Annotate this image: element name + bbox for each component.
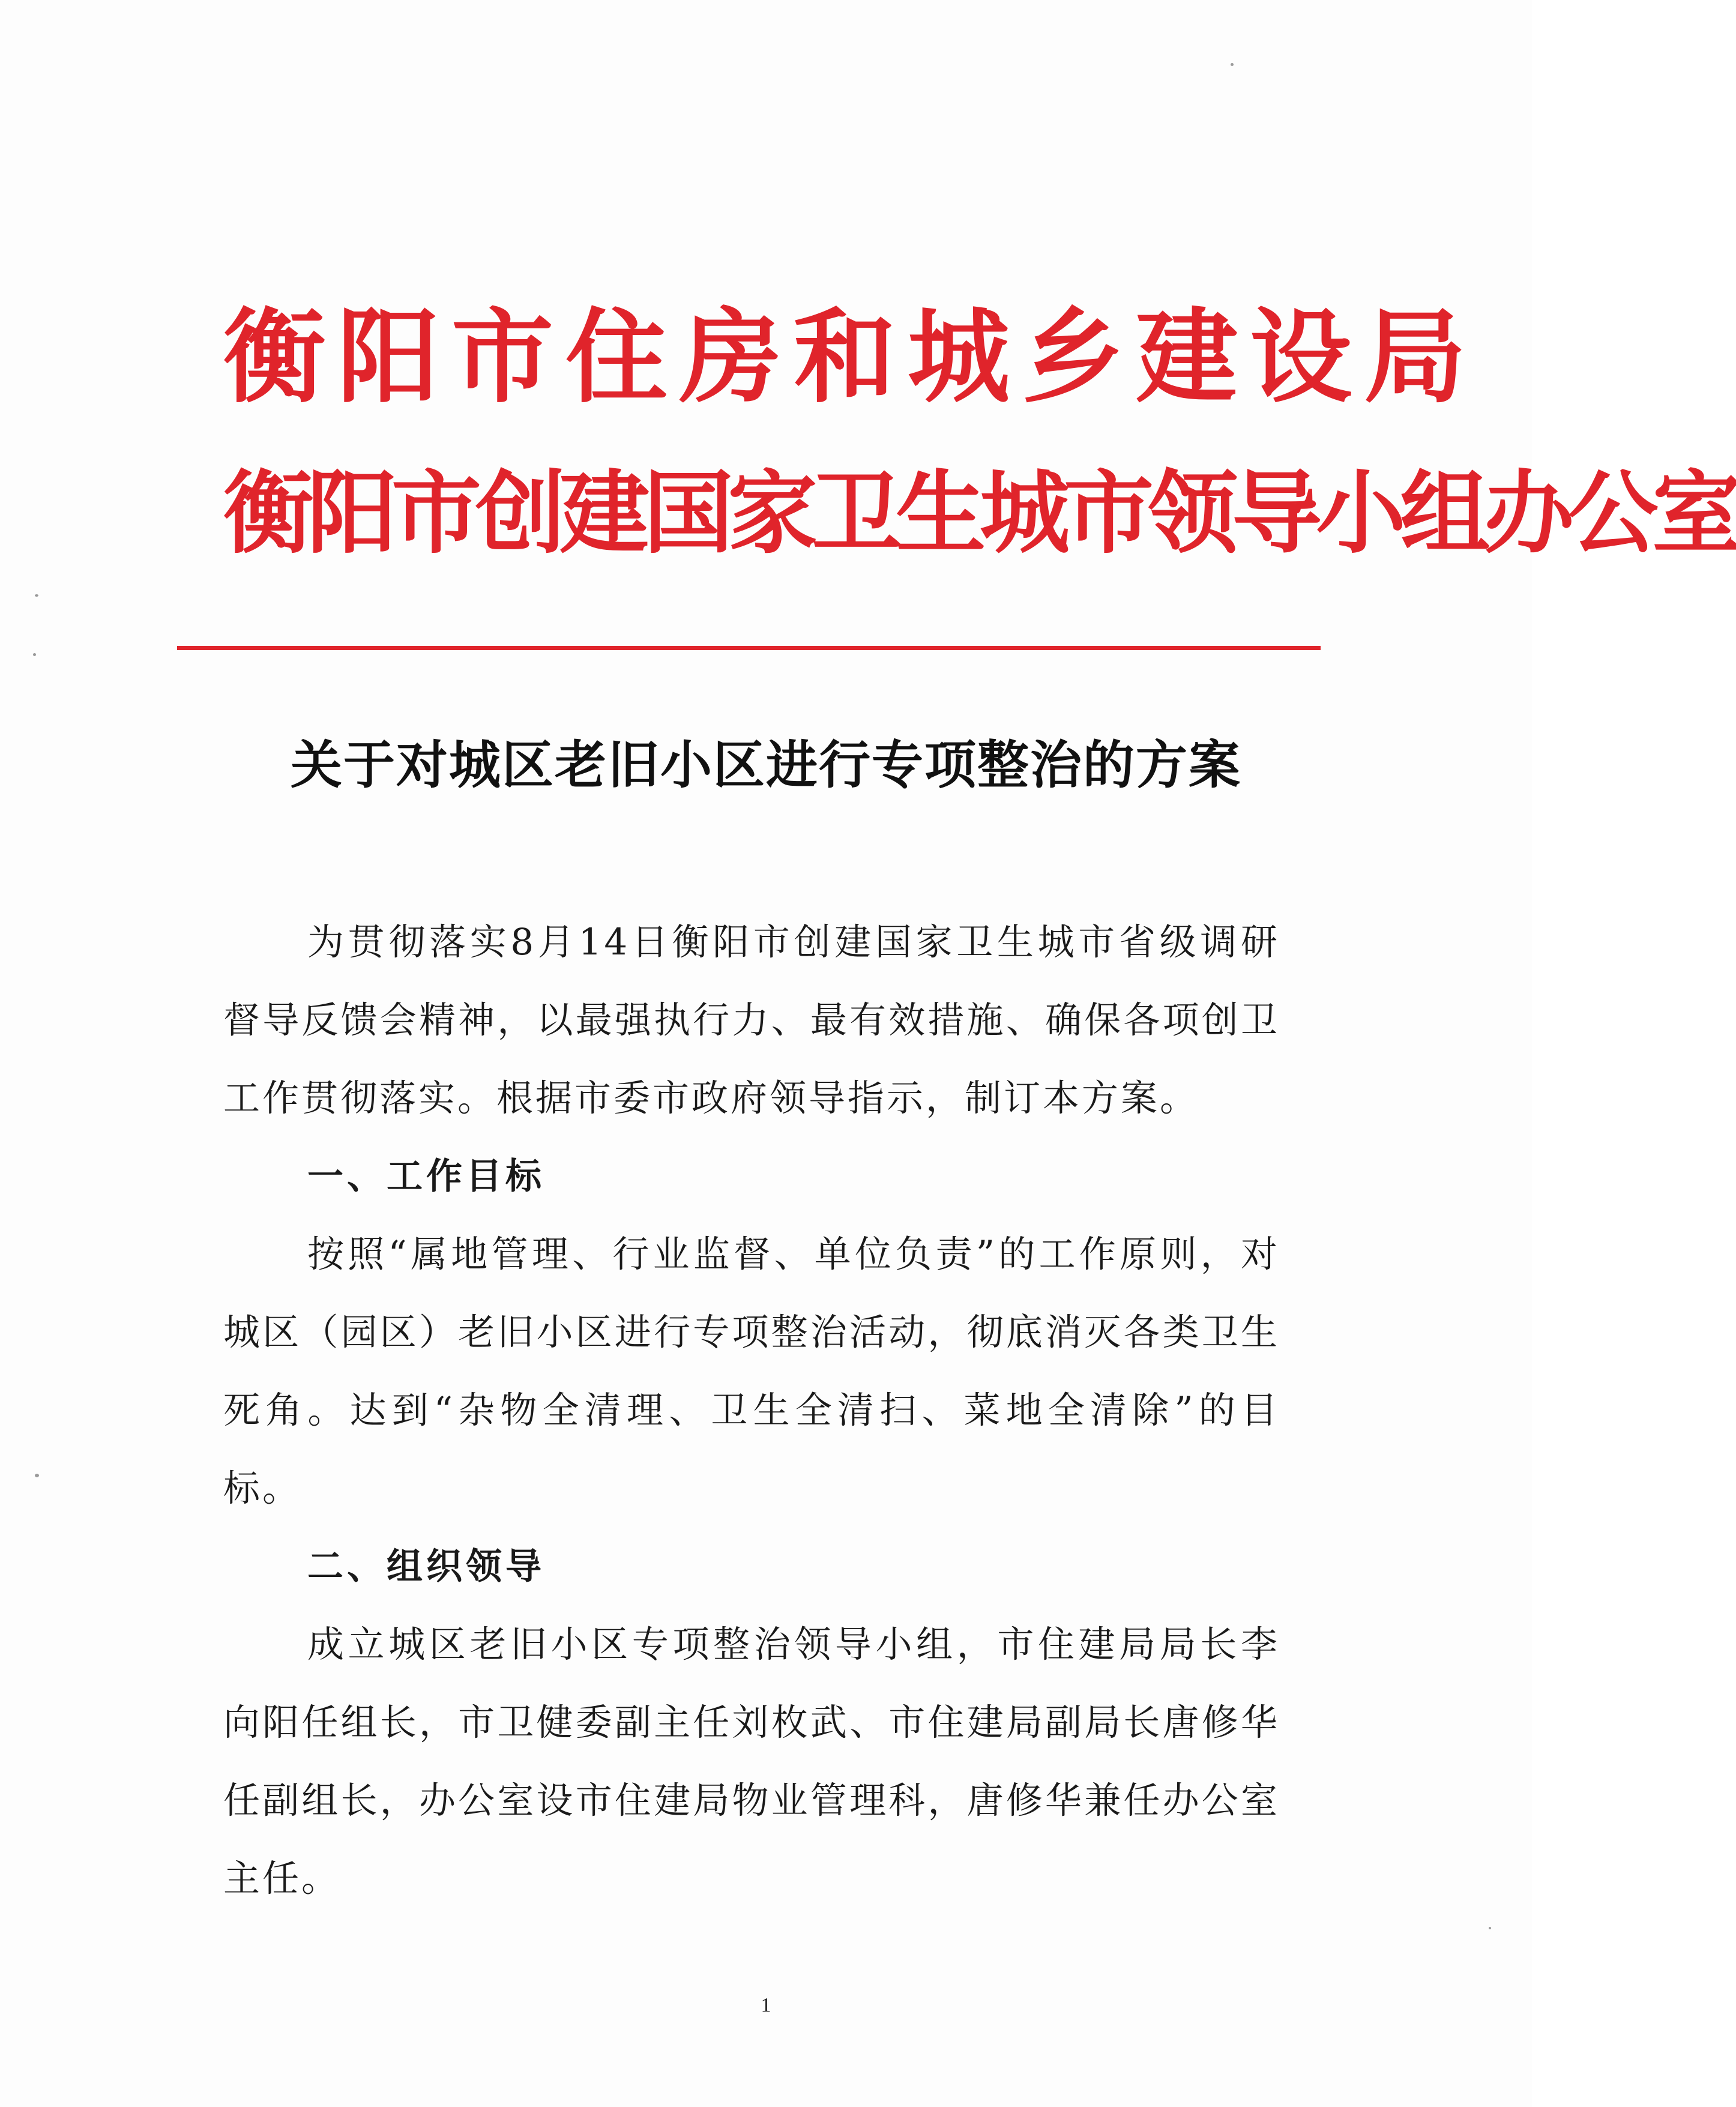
org-line-2-char: 国 [643, 460, 728, 566]
org-line-2-char: 公 [1568, 460, 1653, 566]
org-line-2-char: 卫 [812, 460, 896, 566]
org-line-1-char: 阳 [337, 297, 452, 417]
org-line-1-char: 乡 [1022, 297, 1136, 417]
org-line-1-char: 城 [908, 297, 1022, 417]
letterhead-org-line-1 [223, 297, 1478, 417]
org-line-2-char: 组 [1400, 460, 1484, 566]
document-body [223, 903, 1280, 1918]
org-line-1-char: 设 [1250, 297, 1364, 417]
scan-speck [35, 594, 38, 597]
org-line-2-char: 建 [559, 460, 644, 566]
org-line-1-char: 房 [680, 297, 794, 417]
scan-speck [33, 653, 36, 656]
section-2-paragraph: 成立城区老旧小区专项整治领导小组，市住建局局长李向阳任组长，市卫健委副主任刘枚武、市住建局副局长唐修华任副组长，办公室设市住建局物业管理科，唐修华兼任办公室主任。 [223, 1623, 1280, 1900]
org-line-1-char: 衡 [223, 297, 338, 417]
scan-speck [1231, 63, 1234, 66]
section-2-heading: 二、组织领导 [307, 1546, 545, 1588]
org-line-2-char: 阳 [307, 460, 392, 566]
org-line-2-char: 导 [1232, 460, 1316, 566]
letterhead-red-divider [177, 646, 1321, 650]
scan-speck [1489, 1927, 1491, 1929]
org-line-2-char: 市 [391, 460, 476, 566]
scan-speck [35, 1474, 39, 1477]
org-line-2-char: 室 [1652, 460, 1736, 566]
section-1-paragraph: 按照“属地管理、行业监督、单位负责”的工作原则，对城区（园区）老旧小区进行专项整治活动，彻底消灭各类卫生死角。达到“杂物全清理、卫生全清扫、菜地全清除”的目标。 [223, 1233, 1280, 1510]
org-line-2-char: 办 [1484, 460, 1569, 566]
org-line-1-char: 建 [1136, 297, 1250, 417]
letterhead-org-line-2 [223, 460, 1736, 566]
org-line-1-char: 住 [565, 297, 680, 417]
org-line-2-char: 衡 [223, 460, 308, 566]
org-line-2-char: 小 [1316, 460, 1400, 566]
org-line-1-char: 局 [1364, 297, 1478, 417]
org-line-2-char: 家 [728, 460, 812, 566]
org-line-2-char: 生 [896, 460, 980, 566]
org-line-2-char: 创 [475, 460, 560, 566]
org-line-1-char: 市 [451, 297, 566, 417]
org-line-1-char: 和 [794, 297, 908, 417]
org-line-2-char: 城 [980, 460, 1064, 566]
intro-paragraph: 为贯彻落实8月14日衡阳市创建国家卫生城市省级调研督导反馈会精神，以最强执行力、最有效措施、确保各项创卫工作贯彻落实。根据市委市政府领导指示，制订本方案。 [223, 921, 1280, 1120]
section-1-heading: 一、工作目标 [307, 1156, 545, 1198]
org-line-2-char: 市 [1064, 460, 1148, 566]
org-line-2-char: 领 [1148, 460, 1232, 566]
document-title: 关于对城区老旧小区进行专项整治的方案 [291, 735, 1241, 795]
page-number: 1 [761, 1994, 771, 2016]
